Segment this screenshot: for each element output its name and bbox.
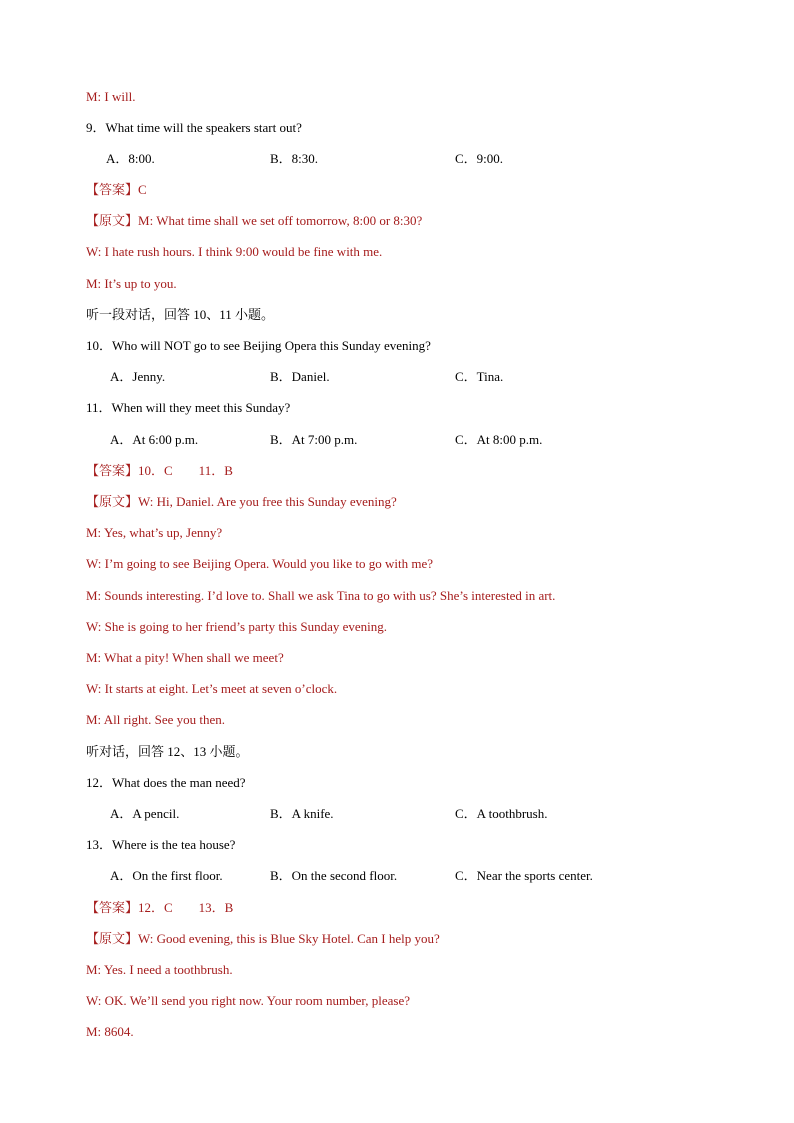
source-tag: 【原文】 [86, 213, 139, 228]
answer-value: C [138, 182, 147, 197]
source-text: W: Good evening, this is Blue Sky Hotel. Can I help you? [138, 931, 440, 946]
option-c: C．At 8:00 p.m. [455, 432, 543, 447]
source-line [86, 494, 397, 510]
instruction: 听一段对话，回答 10、11 小题。 [86, 307, 275, 322]
source-text: W: Hi, Daniel. Are you free this Sunday evening? [138, 494, 397, 509]
question-13: 13．Where is the tea house? [86, 837, 236, 852]
dialogue-line: W: OK. We’ll send you right now. Your room number, please? [86, 993, 410, 1008]
option-a: A．8:00. [106, 151, 155, 166]
dialogue-line: W: It starts at eight. Let’s meet at seven o’clock. [86, 681, 338, 696]
option-a: A．At 6:00 p.m. [110, 432, 199, 447]
option-a: A．On the first floor. [110, 868, 223, 883]
answer-line [86, 463, 233, 479]
source-line [86, 931, 440, 947]
dialogue-line: M: Yes, what’s up, Jenny? [86, 525, 223, 540]
instruction: 听对话，回答 12、13 小题。 [86, 744, 249, 759]
dialogue-line: M: 8604. [86, 1024, 134, 1039]
dialogue-line: M: Yes. I need a toothbrush. [86, 962, 233, 977]
option-b: B．At 7:00 p.m. [270, 432, 358, 447]
question-10: 10．Who will NOT go to see Beijing Opera this Sunday evening? [86, 338, 431, 353]
question-11: 11．When will they meet this Sunday? [86, 400, 291, 415]
dialogue-line: W: I’m going to see Beijing Opera. Would you like to go with me? [86, 556, 434, 571]
source-tag: 【原文】 [86, 494, 139, 509]
source-text: M: What time shall we set off tomorrow, 8:00 or 8:30? [138, 213, 423, 228]
option-c: C．9:00. [455, 151, 504, 166]
answer-value: 10．C 11．B [138, 463, 233, 478]
option-b: B．Daniel. [270, 369, 330, 384]
option-a: A．A pencil. [110, 806, 180, 821]
dialogue-line: W: She is going to her friend’s party this Sunday evening. [86, 619, 387, 634]
source-tag: 【原文】 [86, 931, 139, 946]
option-b: B．On the second floor. [270, 868, 398, 883]
dialogue-line: M: It’s up to you. [86, 276, 177, 291]
answer-value: 12．C 13．B [138, 900, 234, 915]
dialogue-line: M: All right. See you then. [86, 712, 226, 727]
source-line [86, 213, 422, 229]
question-9: 9．What time will the speakers start out? [86, 120, 302, 135]
answer-tag: 【答案】 [86, 182, 139, 197]
option-b: B．A knife. [270, 806, 334, 821]
option-c: C．Near the sports center. [455, 868, 593, 883]
answer-tag: 【答案】 [86, 900, 139, 915]
option-b: B．8:30. [270, 151, 319, 166]
answer-line [86, 900, 233, 916]
dialogue-line: M: Sounds interesting. I’d love to. Shall we ask Tina to go with us? She’s interested in art. [86, 588, 556, 603]
option-c: C．Tina. [455, 369, 504, 384]
dialogue-line: M: What a pity! When shall we meet? [86, 650, 284, 665]
dialogue-line: W: I hate rush hours. I think 9:00 would be fine with me. [86, 244, 383, 259]
answer-tag: 【答案】 [86, 463, 139, 478]
dialogue-line: M: I will. [86, 89, 136, 104]
option-c: C．A toothbrush. [455, 806, 548, 821]
answer-line [86, 182, 147, 198]
question-12: 12．What does the man need? [86, 775, 246, 790]
option-a: A．Jenny. [110, 369, 166, 384]
